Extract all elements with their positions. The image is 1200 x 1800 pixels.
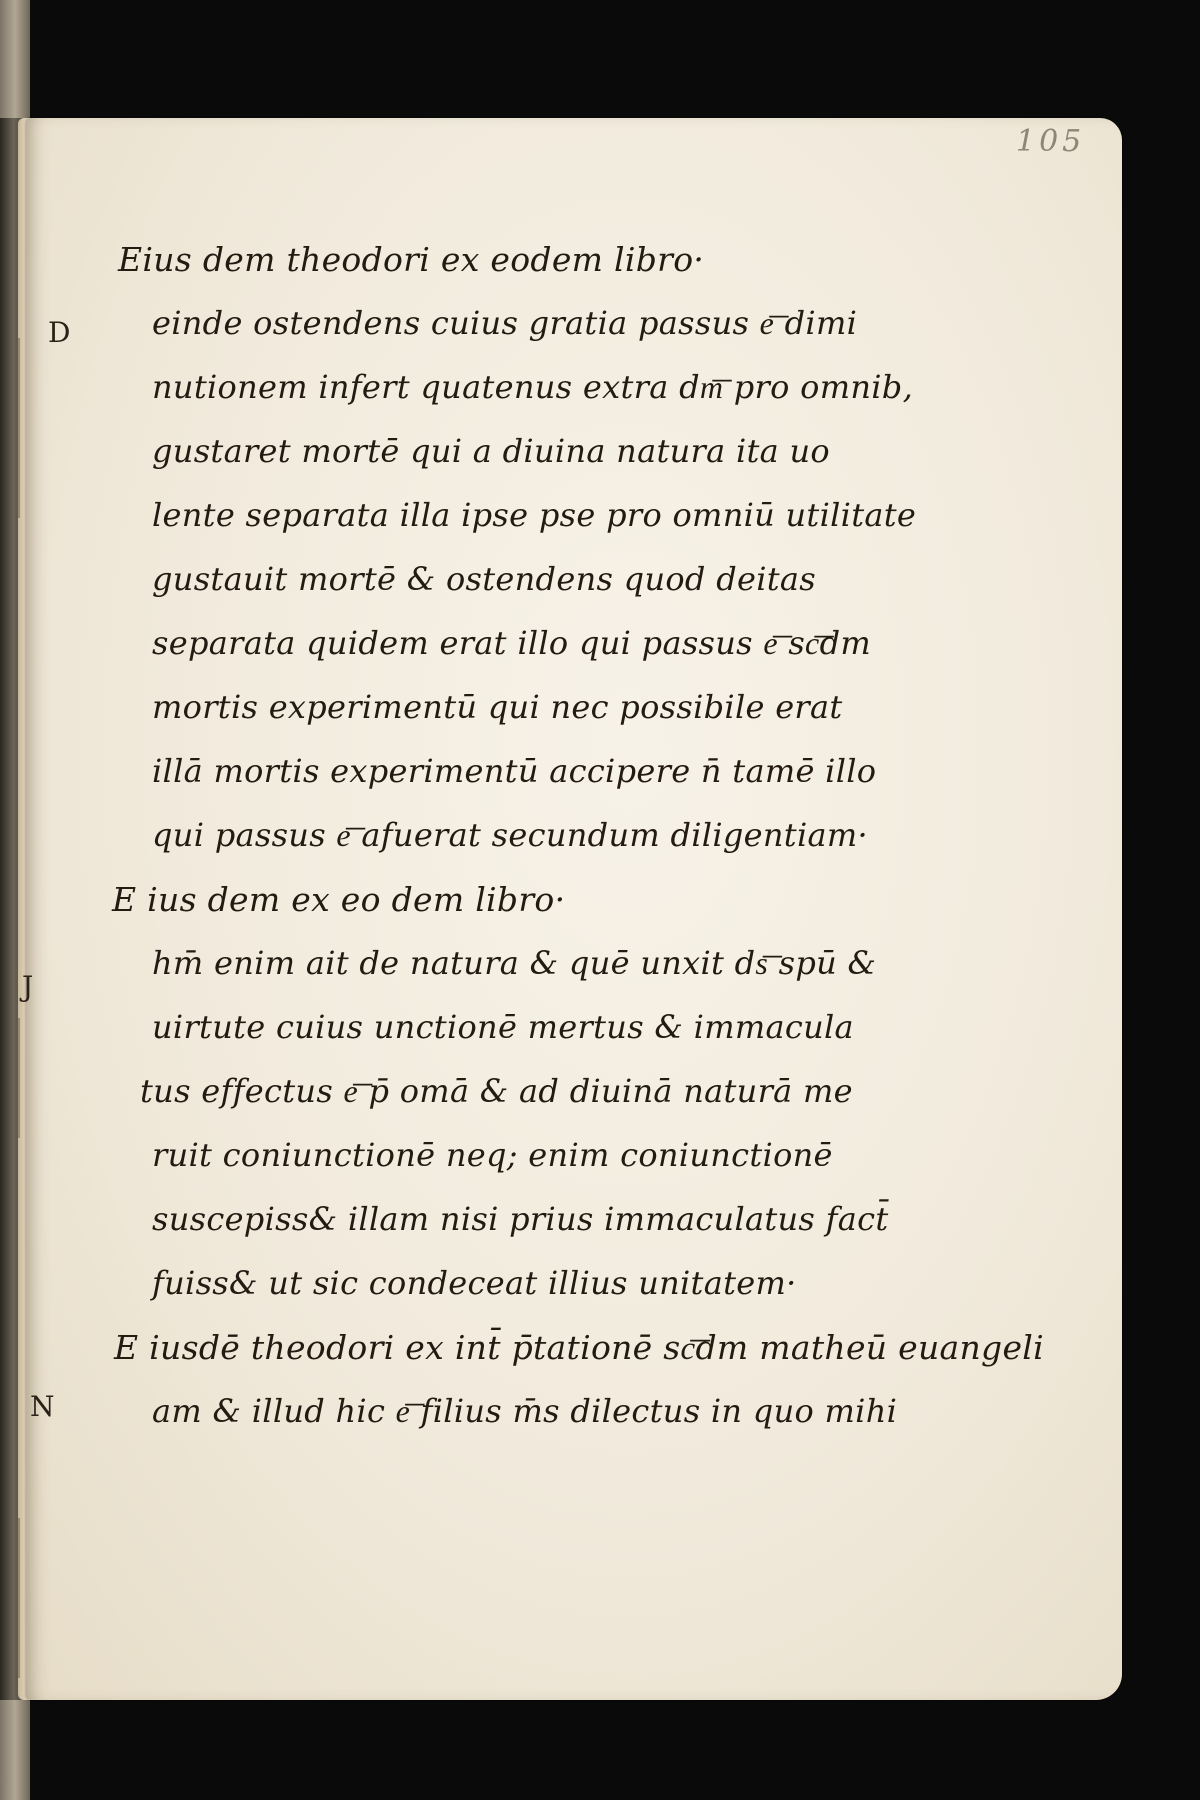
text-line-rubric: E ius dem ex eo dem libro·	[112, 880, 566, 919]
text-line: am & illud hic e͞ filius m̄s dilectus in quo mihi	[152, 1392, 898, 1430]
text-line: gustaret mortē qui a diuina natura ita uo	[152, 432, 830, 470]
text-line: einde ostendens cuius gratia passus e͞ dimi	[152, 304, 858, 342]
margin-note: D	[48, 316, 71, 349]
text-line: separata quidem erat illo qui passus e͞ sc͞dm	[152, 624, 871, 662]
gutter-mark	[18, 338, 20, 518]
text-line: nutionem infert quatenus extra dm͞ pro omnib,	[152, 368, 914, 406]
text-line: ruit coniunctionē neq; enim coniunctionē	[152, 1136, 833, 1174]
text-line: uirtute cuius unctionē mertus & immacula	[152, 1008, 854, 1046]
text-line: lente separata illa ipse pse pro omniū utilitate	[152, 496, 917, 534]
text-line: gustauit mortē & ostendens quod deitas	[152, 560, 817, 598]
margin-note: N	[30, 1390, 55, 1423]
text-line-rubric: E iusdē theodori ex int̄ p̄tationē sc͞dm matheū euangeli	[114, 1328, 1045, 1367]
binding-band-top	[0, 0, 30, 118]
text-line: hm̄ enim ait de natura & quē unxit ds͞ spū &	[152, 944, 877, 982]
text-line: suscepiss& illam nisi prius immaculatus fact̄	[152, 1200, 889, 1238]
binding-band-bottom	[0, 1700, 30, 1800]
margin-note: J	[22, 970, 34, 1003]
text-line: fuiss& ut sic condeceat illius unitatem·	[152, 1264, 797, 1302]
text-line: qui passus e͞ afuerat secundum diligentiam·	[152, 816, 868, 854]
gutter-mark	[18, 1018, 20, 1138]
text-line: illā mortis experimentū accipere n̄ tamē illo	[152, 752, 877, 790]
folio-number: 105	[1016, 124, 1086, 159]
text-line: mortis experimentū qui nec possibile erat	[152, 688, 843, 726]
gutter-mark	[18, 1518, 20, 1678]
text-line-rubric: Eius dem theodori ex eodem libro·	[118, 240, 705, 279]
text-line: tus effectus e͞ p̄ omā & ad diuinā naturā me	[140, 1072, 853, 1110]
